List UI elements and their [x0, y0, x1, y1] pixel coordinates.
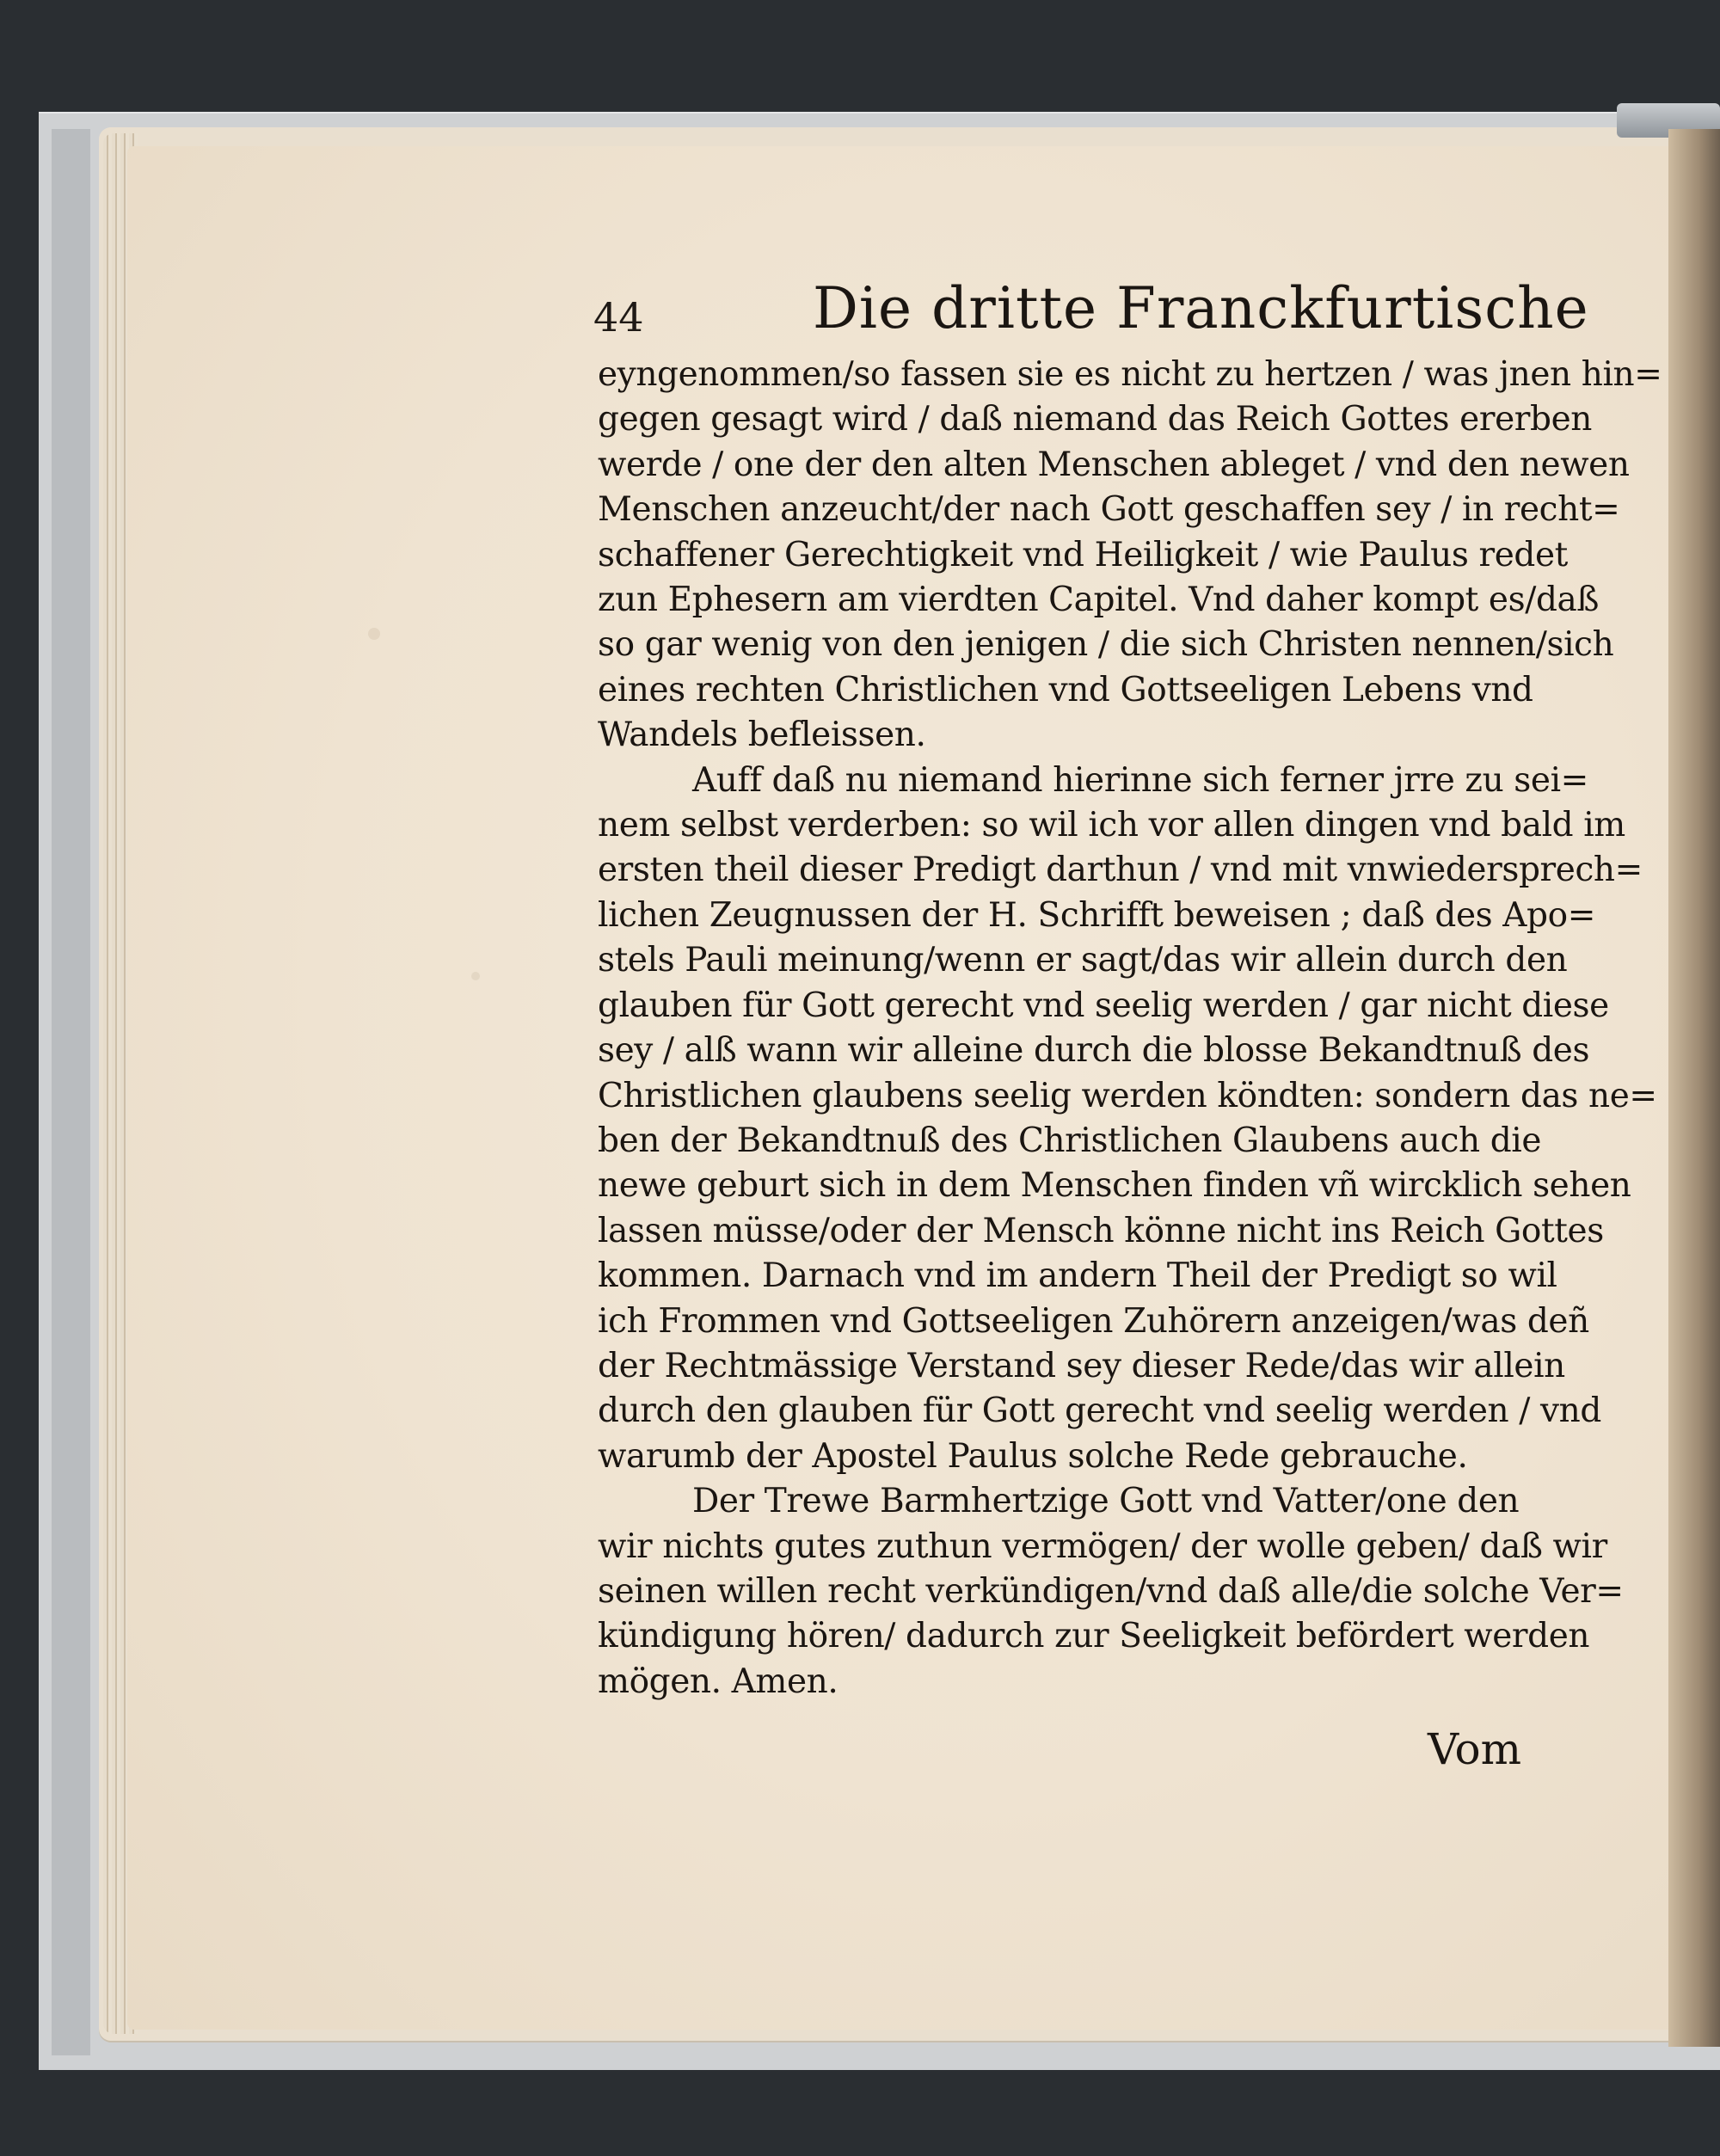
text-line: wir nichts gutes zuthun vermögen/ der wolle geben/ daß wir	[598, 1526, 1607, 1566]
text-line: eyngenommen/so fassen sie es nicht zu hertzen / was jnen hin=	[598, 355, 1662, 394]
text-line: newe geburt sich in dem Menschen finden vñ wircklich sehen	[598, 1166, 1631, 1206]
text-line: kündigung hören/ dadurch zur Seeligkeit befördert werden	[598, 1617, 1590, 1656]
text-line: eines rechten Christlichen vnd Gottseeligen Lebens vnd	[598, 670, 1533, 709]
page-header	[593, 275, 1589, 353]
text-line: sey / alß wann wir alleine durch die blosse Bekandtnuß des	[598, 1031, 1590, 1071]
page-number: 44	[593, 294, 644, 341]
text-line: nem selbst verderben: so wil ich vor allen dingen vnd bald im	[598, 806, 1625, 845]
paragraph-start-line: Auff daß nu niemand hierinne sich ferner jrre zu sei=	[692, 760, 1588, 800]
text-line: der Rechtmässige Verstand sey dieser Rede/das wir allein	[598, 1346, 1565, 1385]
text-line: schaffener Gerechtigkeit vnd Heiligkeit / wie Paulus redet	[598, 535, 1568, 574]
body-text	[598, 353, 1662, 1705]
paper-spot	[471, 972, 480, 980]
text-line: warumb der Apostel Paulus solche Rede gebrauche.	[598, 1436, 1468, 1476]
text-line: ben der Bekandtnuß des Christlichen Glaubens auch die	[598, 1121, 1542, 1160]
text-line: werde / one der den alten Menschen ableget / vnd den newen	[598, 445, 1630, 484]
board-shadow	[52, 129, 90, 2055]
text-line: mögen. Amen.	[598, 1662, 838, 1701]
running-head: Die dritte Franckfurtische	[813, 275, 1589, 341]
catchword: Vom	[1428, 1724, 1522, 1774]
text-line: Christlichen glaubens seelig werden köndten: sondern das ne=	[598, 1076, 1657, 1115]
text-line: kommen. Darnach vnd im andern Theil der Predigt so wil	[598, 1256, 1557, 1296]
text-line: seinen willen recht verkündigen/vnd daß alle/die solche Ver=	[598, 1571, 1624, 1611]
text-line: ersten theil dieser Predigt darthun / vnd mit vnwiedersprech=	[598, 851, 1643, 890]
text-line: Wandels befleissen.	[598, 716, 926, 755]
text-line: ich Frommen vnd Gottseeligen Zuhörern anzeigen/was deñ	[598, 1301, 1589, 1341]
text-line: lichen Zeugnussen der H. Schrifft beweisen ; daß des Apo=	[598, 895, 1595, 935]
paper-spot	[368, 628, 380, 640]
text-line: zun Ephesern am vierdten Capitel. Vnd daher kompt es/daß	[598, 580, 1600, 620]
text-line: stels Pauli meinung/wenn er sagt/das wir allein durch den	[598, 941, 1568, 980]
page-gutter	[1668, 129, 1720, 2047]
text-line: so gar wenig von den jenigen / die sich Christen nennen/sich	[598, 625, 1614, 665]
text-line: durch den glauben für Gott gerecht vnd seelig werden / vnd	[598, 1391, 1601, 1431]
paragraph-start-line: Der Trewe Barmhertzige Gott vnd Vatter/one den	[692, 1482, 1520, 1521]
text-line: gegen gesagt wird / daß niemand das Reich Gottes ererben	[598, 400, 1592, 439]
text-line: Menschen anzeucht/der nach Gott geschaffen sey / in recht=	[598, 490, 1620, 530]
text-line: glauben für Gott gerecht vnd seelig werden / gar nicht diese	[598, 986, 1609, 1025]
text-line: lassen müsse/oder der Mensch könne nicht ins Reich Gottes	[598, 1211, 1604, 1250]
